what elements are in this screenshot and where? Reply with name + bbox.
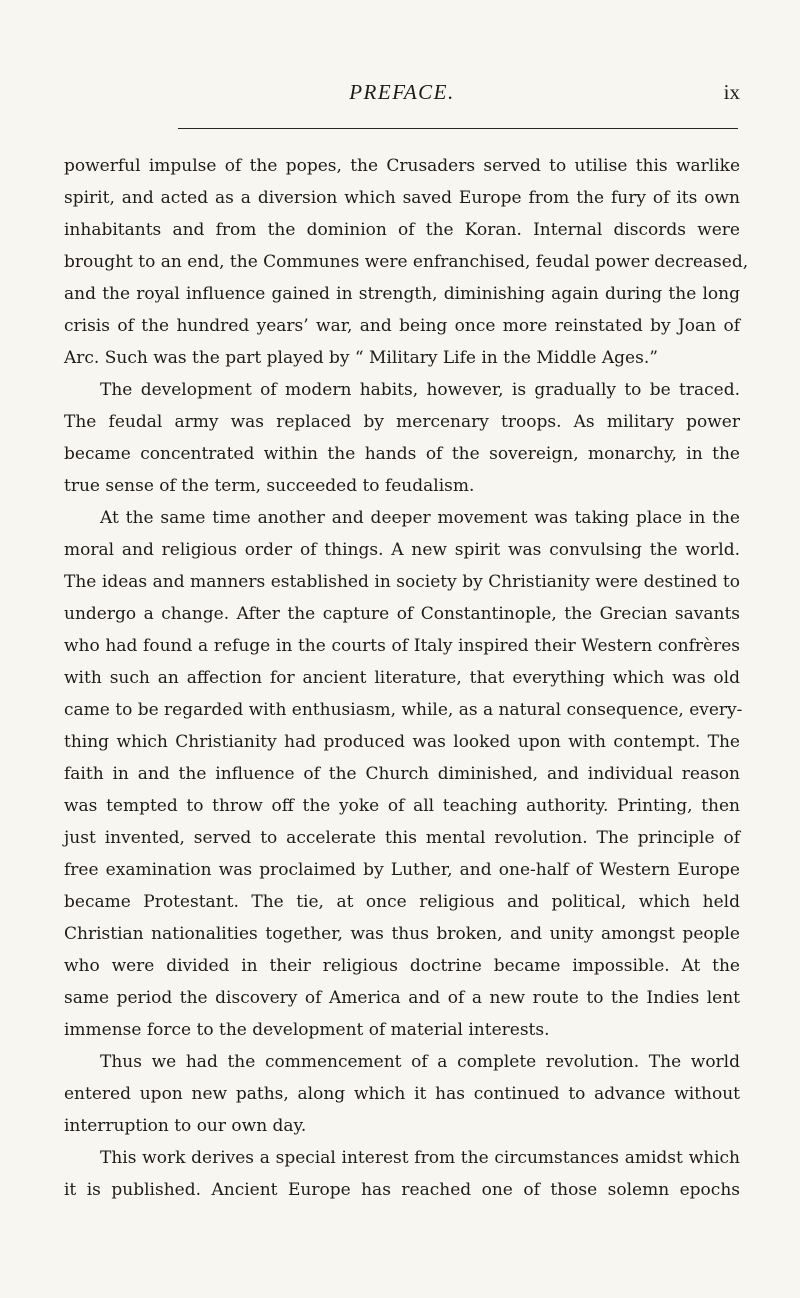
text-line: came to be regarded with enthusiasm, while, as a natural consequence, every- [64,700,743,720]
text-line: and the royal influence gained in strength, diminishing again during the long [64,284,740,304]
text-line: just invented, served to accelerate this mental revolution. The principle of [64,828,740,848]
text-line: brought to an end, the Communes were enfranchised, feudal power decreased, [64,252,749,272]
text-line: The development of modern habits, however, is gradually to be traced. [100,380,740,400]
body-text [64,150,749,1206]
text-line: became Protestant. The tie, at once religious and political, which held [64,892,740,912]
text-line: true sense of the term, succeeded to feudalism. [64,476,475,496]
text-line: who had found a refuge in the courts of Italy inspired their Western confrères [64,636,740,656]
text-line: entered upon new paths, along which it has continued to advance without [64,1084,740,1104]
text-line: same period the discovery of America and of a new route to the Indies lent [64,988,740,1008]
page-header [64,80,740,120]
text-line: was tempted to throw off the yoke of all teaching authority. Printing, then [64,796,740,816]
text-line: immense force to the development of material interests. [64,1020,550,1040]
text-line: became concentrated within the hands of the sovereign, monarchy, in the [64,444,740,464]
text-line: inhabitants and from the dominion of the Koran. Internal discords were [64,220,740,240]
text-line: Arc. Such was the part played by “ Military Life in the Middle Ages.” [64,348,658,368]
header-rule [178,128,738,129]
text-line: powerful impulse of the popes, the Crusaders served to utilise this warlike [64,156,740,176]
text-line: who were divided in their religious doctrine became impossible. At the [64,956,740,976]
text-line: Christian nationalities together, was thus broken, and unity amongst people [64,924,740,944]
text-line: spirit, and acted as a diversion which saved Europe from the fury of its own [64,188,740,208]
text-line: interruption to our own day. [64,1116,307,1136]
text-line: crisis of the hundred years’ war, and being once more reinstated by Joan of [64,316,740,336]
page-number: ix [723,80,740,104]
text-line: it is published. Ancient Europe has reached one of those solemn epochs [64,1180,740,1200]
text-line: with such an affection for ancient literature, that everything which was old [64,668,740,688]
text-line: Thus we had the commencement of a complete revolution. The world [100,1052,740,1072]
text-line: This work derives a special interest from the circumstances amidst which [100,1148,740,1168]
text-line: free examination was proclaimed by Luther, and one-half of Western Europe [64,860,740,880]
text-line: The ideas and manners established in society by Christianity were destined to [64,572,740,592]
text-line: undergo a change. After the capture of Constantinople, the Grecian savants [64,604,740,624]
text-line: thing which Christianity had produced was looked upon with contempt. The [64,732,740,752]
text-line: At the same time another and deeper movement was taking place in the [100,508,740,528]
text-line: faith in and the influence of the Church diminished, and individual reason [64,764,740,784]
running-title: PREFACE. [349,80,455,104]
text-line: The feudal army was replaced by mercenary troops. As military power [64,412,740,432]
text-line: moral and religious order of things. A new spirit was convulsing the world. [64,540,740,560]
